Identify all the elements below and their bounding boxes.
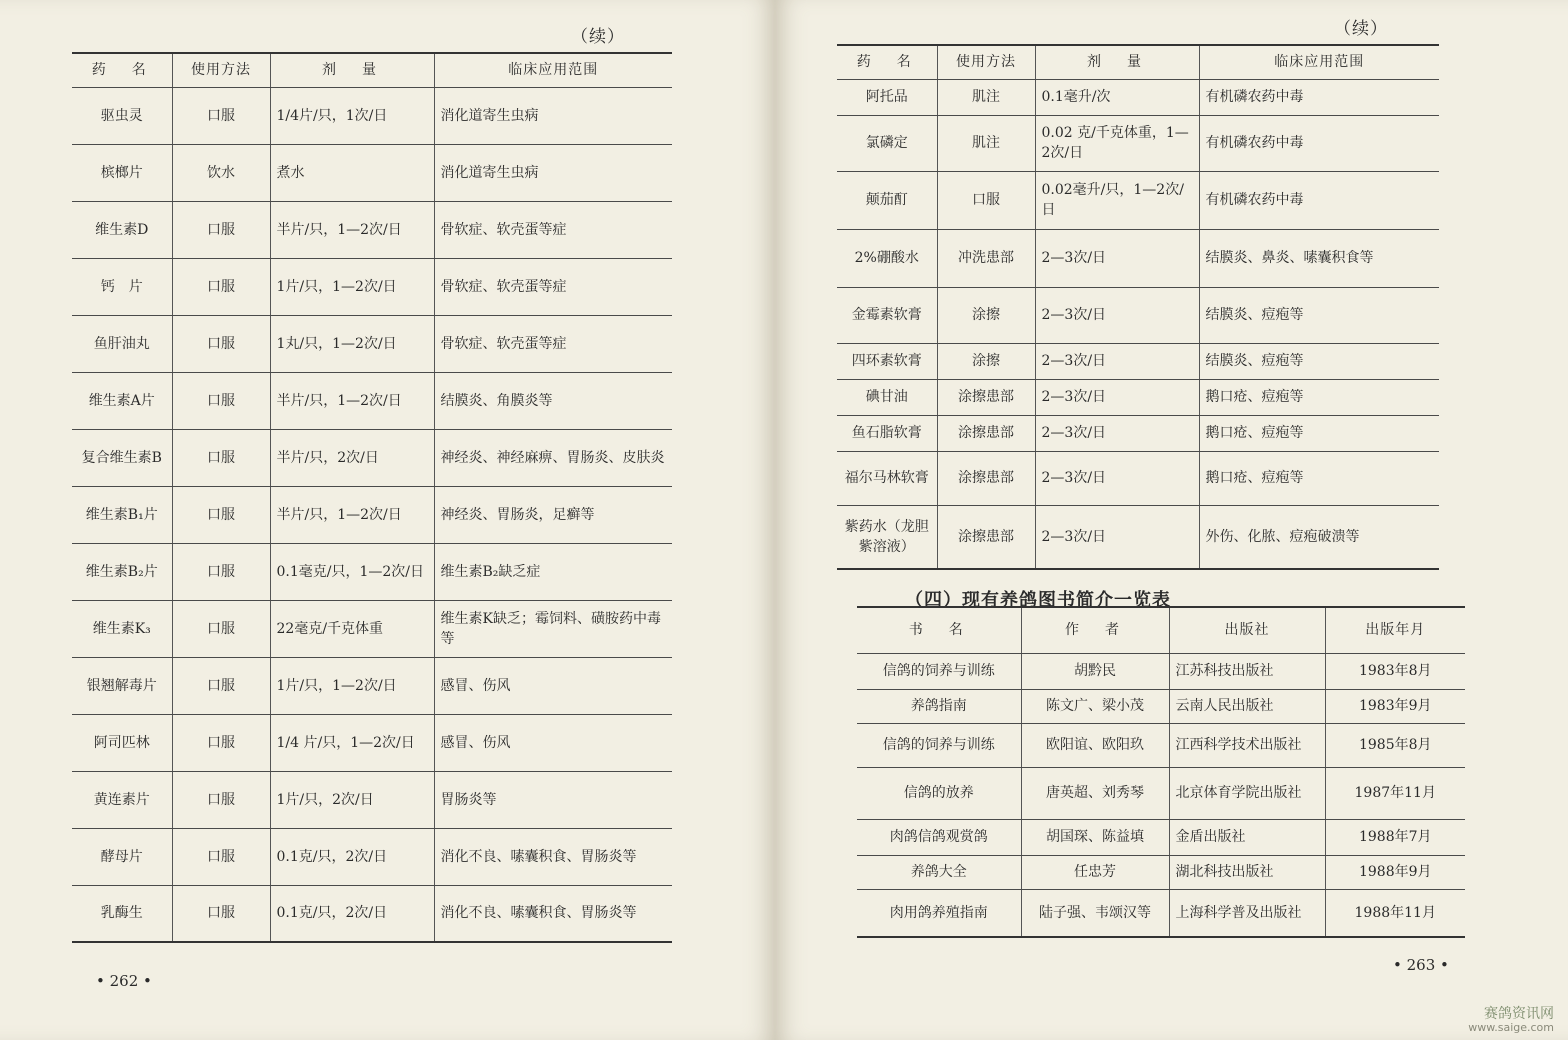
drug-name-cell: 金霉素软膏	[837, 287, 937, 343]
author-cell: 欧阳谊、欧阳玖	[1021, 723, 1169, 767]
drug-name-cell: 鱼石脂软膏	[837, 415, 937, 451]
usage-cell: 鹅口疮、痘疱等	[1199, 451, 1439, 505]
table-header-row	[837, 45, 1439, 79]
usage-cell: 有机磷农药中毒	[1199, 79, 1439, 115]
drug-name-cell: 钙 片	[72, 258, 172, 315]
book-row	[857, 653, 1465, 689]
dose-cell: 2—3次/日	[1035, 287, 1199, 343]
dose-cell: 22毫克/千克体重	[270, 600, 434, 657]
header-usage: 临床应用范围	[434, 53, 672, 87]
table-row	[837, 379, 1439, 415]
dose-cell: 煮水	[270, 144, 434, 201]
method-cell: 口服	[172, 543, 270, 600]
book-table	[857, 606, 1465, 938]
drug-name-cell: 紫药水（龙胆紫溶液）	[837, 505, 937, 569]
usage-cell: 鹅口疮、痘疱等	[1199, 415, 1439, 451]
drug-name-cell: 维生素K₃	[72, 600, 172, 657]
table-row	[72, 657, 672, 714]
header-publisher: 出版社	[1169, 607, 1325, 653]
book-row	[857, 819, 1465, 855]
method-cell: 口服	[172, 486, 270, 543]
header-dose: 剂 量	[270, 53, 434, 87]
pub-date-cell: 1988年7月	[1325, 819, 1465, 855]
dose-cell: 半片/只，1—2次/日	[270, 486, 434, 543]
table-header-row	[72, 53, 672, 87]
publisher-cell: 云南人民出版社	[1169, 689, 1325, 723]
drug-name-cell: 驱虫灵	[72, 87, 172, 144]
drug-name-cell: 黄连素片	[72, 771, 172, 828]
table-row	[837, 505, 1439, 569]
book-title-cell: 肉用鸽养殖指南	[857, 889, 1021, 937]
author-cell: 胡国琛、陈益填	[1021, 819, 1169, 855]
header-author: 作 者	[1021, 607, 1169, 653]
method-cell: 涂擦	[937, 343, 1035, 379]
method-cell: 口服	[937, 171, 1035, 229]
book-title-cell: 信鸽的饲养与训练	[857, 653, 1021, 689]
header-method: 使用方法	[937, 45, 1035, 79]
dose-cell: 2—3次/日	[1035, 229, 1199, 287]
dose-cell: 1/4片/只，1次/日	[270, 87, 434, 144]
table-row	[837, 415, 1439, 451]
dose-cell: 0.1毫升/次	[1035, 79, 1199, 115]
continued-label: （续）	[1334, 19, 1388, 39]
dose-cell: 1丸/只，1—2次/日	[270, 315, 434, 372]
dose-cell: 半片/只，2次/日	[270, 429, 434, 486]
watermark	[1468, 1008, 1554, 1034]
dose-cell: 2—3次/日	[1035, 415, 1199, 451]
header-pub-date: 出版年月	[1325, 607, 1465, 653]
book-title-cell: 信鸽的饲养与训练	[857, 723, 1021, 767]
header-drug-name: 药 名	[837, 45, 937, 79]
usage-cell: 消化道寄生虫病	[434, 87, 672, 144]
author-cell: 陈文广、梁小茂	[1021, 689, 1169, 723]
header-usage: 临床应用范围	[1199, 45, 1439, 79]
usage-cell: 神经炎、胃肠炎，足癣等	[434, 486, 672, 543]
usage-cell: 有机磷农药中毒	[1199, 171, 1439, 229]
method-cell: 口服	[172, 315, 270, 372]
header-method: 使用方法	[172, 53, 270, 87]
dose-cell: 0.1毫克/只，1—2次/日	[270, 543, 434, 600]
continued-label: （续）	[571, 27, 625, 47]
method-cell: 口服	[172, 429, 270, 486]
book-title-cell: 养鸽大全	[857, 855, 1021, 889]
table-row	[72, 543, 672, 600]
method-cell: 肌注	[937, 79, 1035, 115]
method-cell: 涂擦患部	[937, 505, 1035, 569]
table-row	[72, 885, 672, 942]
table-row	[837, 287, 1439, 343]
table-row	[72, 600, 672, 657]
drug-name-cell: 阿司匹林	[72, 714, 172, 771]
usage-cell: 消化不良、嗉囊积食、胃肠炎等	[434, 828, 672, 885]
watermark-name: 赛鸽资讯网	[1484, 1006, 1554, 1022]
book-row	[857, 855, 1465, 889]
usage-cell: 鹅口疮、痘疱等	[1199, 379, 1439, 415]
usage-cell: 有机磷农药中毒	[1199, 115, 1439, 171]
dose-cell: 2—3次/日	[1035, 451, 1199, 505]
method-cell: 涂擦	[937, 287, 1035, 343]
dose-cell: 0.02毫升/只，1—2次/日	[1035, 171, 1199, 229]
method-cell: 口服	[172, 600, 270, 657]
author-cell: 胡黔民	[1021, 653, 1169, 689]
header-dose: 剂 量	[1035, 45, 1199, 79]
usage-cell: 消化不良、嗉囊积食、胃肠炎等	[434, 885, 672, 942]
drug-name-cell: 四环素软膏	[837, 343, 937, 379]
dose-cell: 1片/只，1—2次/日	[270, 258, 434, 315]
method-cell: 口服	[172, 714, 270, 771]
pub-date-cell: 1988年11月	[1325, 889, 1465, 937]
book-row	[857, 723, 1465, 767]
drug-name-cell: 维生素D	[72, 201, 172, 258]
method-cell: 口服	[172, 87, 270, 144]
table-row	[72, 144, 672, 201]
drug-name-cell: 颠茄酊	[837, 171, 937, 229]
publisher-cell: 北京体育学院出版社	[1169, 767, 1325, 819]
table-row	[837, 115, 1439, 171]
watermark-url: www.saige.com	[1468, 1021, 1554, 1034]
dose-cell: 1片/只，1—2次/日	[270, 657, 434, 714]
table-row	[837, 451, 1439, 505]
method-cell: 口服	[172, 885, 270, 942]
table-row	[72, 201, 672, 258]
method-cell: 涂擦患部	[937, 379, 1035, 415]
method-cell: 涂擦患部	[937, 451, 1035, 505]
author-cell: 陆子强、韦颂汉等	[1021, 889, 1169, 937]
drug-name-cell: 鱼肝油丸	[72, 315, 172, 372]
method-cell: 口服	[172, 771, 270, 828]
table-row	[837, 229, 1439, 287]
drug-name-cell: 维生素B₁片	[72, 486, 172, 543]
section-title: （四）现有养鸽图书简介一览表	[905, 590, 1171, 611]
pub-date-cell: 1987年11月	[1325, 767, 1465, 819]
header-drug-name: 药 名	[72, 53, 172, 87]
drug-name-cell: 维生素B₂片	[72, 543, 172, 600]
usage-cell: 神经炎、神经麻痹、胃肠炎、皮肤炎	[434, 429, 672, 486]
author-cell: 唐英超、刘秀琴	[1021, 767, 1169, 819]
usage-cell: 结膜炎、痘疱等	[1199, 343, 1439, 379]
book-title-cell: 肉鸽信鸽观赏鸽	[857, 819, 1021, 855]
table-row	[72, 828, 672, 885]
dose-cell: 0.1克/只，2次/日	[270, 828, 434, 885]
publisher-cell: 上海科学普及出版社	[1169, 889, 1325, 937]
publisher-cell: 江西科学技术出版社	[1169, 723, 1325, 767]
method-cell: 口服	[172, 372, 270, 429]
usage-cell: 骨软症、软壳蛋等症	[434, 315, 672, 372]
drug-name-cell: 福尔马林软膏	[837, 451, 937, 505]
drug-name-cell: 酵母片	[72, 828, 172, 885]
pub-date-cell: 1985年8月	[1325, 723, 1465, 767]
pub-date-cell: 1988年9月	[1325, 855, 1465, 889]
author-cell: 任忠芳	[1021, 855, 1169, 889]
table-row	[72, 486, 672, 543]
dose-cell: 半片/只，1—2次/日	[270, 201, 434, 258]
table-row	[72, 372, 672, 429]
book-title-cell: 信鸽的放养	[857, 767, 1021, 819]
usage-cell: 维生素B₂缺乏症	[434, 543, 672, 600]
header-book-title: 书 名	[857, 607, 1021, 653]
left-page	[0, 0, 775, 1040]
dose-cell: 0.1克/只，2次/日	[270, 885, 434, 942]
method-cell: 饮水	[172, 144, 270, 201]
usage-cell: 感冒、伤风	[434, 657, 672, 714]
table-row	[72, 714, 672, 771]
dose-cell: 1片/只，2次/日	[270, 771, 434, 828]
usage-cell: 消化道寄生虫病	[434, 144, 672, 201]
drug-name-cell: 乳酶生	[72, 885, 172, 942]
usage-cell: 骨软症、软壳蛋等症	[434, 201, 672, 258]
method-cell: 口服	[172, 657, 270, 714]
usage-cell: 结膜炎、痘疱等	[1199, 287, 1439, 343]
book-row	[857, 889, 1465, 937]
method-cell: 冲洗患部	[937, 229, 1035, 287]
book-header-row	[857, 607, 1465, 653]
dose-cell: 2—3次/日	[1035, 505, 1199, 569]
publisher-cell: 湖北科技出版社	[1169, 855, 1325, 889]
method-cell: 涂擦患部	[937, 415, 1035, 451]
usage-cell: 结膜炎、鼻炎、嗉囊积食等	[1199, 229, 1439, 287]
method-cell: 口服	[172, 828, 270, 885]
table-row	[72, 429, 672, 486]
dose-cell: 2—3次/日	[1035, 343, 1199, 379]
method-cell: 肌注	[937, 115, 1035, 171]
usage-cell: 外伤、化脓、痘疱破溃等	[1199, 505, 1439, 569]
drug-name-cell: 槟榔片	[72, 144, 172, 201]
table-row	[72, 315, 672, 372]
drug-name-cell: 2%硼酸水	[837, 229, 937, 287]
drug-name-cell: 氯磷定	[837, 115, 937, 171]
usage-cell: 感冒、伤风	[434, 714, 672, 771]
table-row	[72, 87, 672, 144]
page-number: • 263 •	[1393, 956, 1449, 974]
drug-name-cell: 维生素A片	[72, 372, 172, 429]
book-title-cell: 养鸽指南	[857, 689, 1021, 723]
method-cell: 口服	[172, 201, 270, 258]
book-row	[857, 767, 1465, 819]
page-number: • 262 •	[96, 972, 152, 990]
drug-name-cell: 复合维生素B	[72, 429, 172, 486]
table-row	[72, 258, 672, 315]
drug-name-cell: 碘甘油	[837, 379, 937, 415]
usage-cell: 维生素K缺乏；霉饲料、磺胺药中毒等	[434, 600, 672, 657]
publisher-cell: 江苏科技出版社	[1169, 653, 1325, 689]
dose-cell: 1/4 片/只，1—2次/日	[270, 714, 434, 771]
table-row	[72, 771, 672, 828]
pub-date-cell: 1983年8月	[1325, 653, 1465, 689]
dose-cell: 半片/只，1—2次/日	[270, 372, 434, 429]
medicine-table-right	[837, 44, 1439, 570]
usage-cell: 胃肠炎等	[434, 771, 672, 828]
method-cell: 口服	[172, 258, 270, 315]
medicine-table-left	[72, 52, 672, 943]
usage-cell: 结膜炎、角膜炎等	[434, 372, 672, 429]
drug-name-cell: 银翘解毒片	[72, 657, 172, 714]
pub-date-cell: 1983年9月	[1325, 689, 1465, 723]
table-row	[837, 171, 1439, 229]
dose-cell: 0.02 克/千克体重，1—2次/日	[1035, 115, 1199, 171]
table-row	[837, 79, 1439, 115]
drug-name-cell: 阿托品	[837, 79, 937, 115]
table-row	[837, 343, 1439, 379]
book-row	[857, 689, 1465, 723]
right-page	[775, 0, 1568, 1040]
usage-cell: 骨软症、软壳蛋等症	[434, 258, 672, 315]
dose-cell: 2—3次/日	[1035, 379, 1199, 415]
publisher-cell: 金盾出版社	[1169, 819, 1325, 855]
